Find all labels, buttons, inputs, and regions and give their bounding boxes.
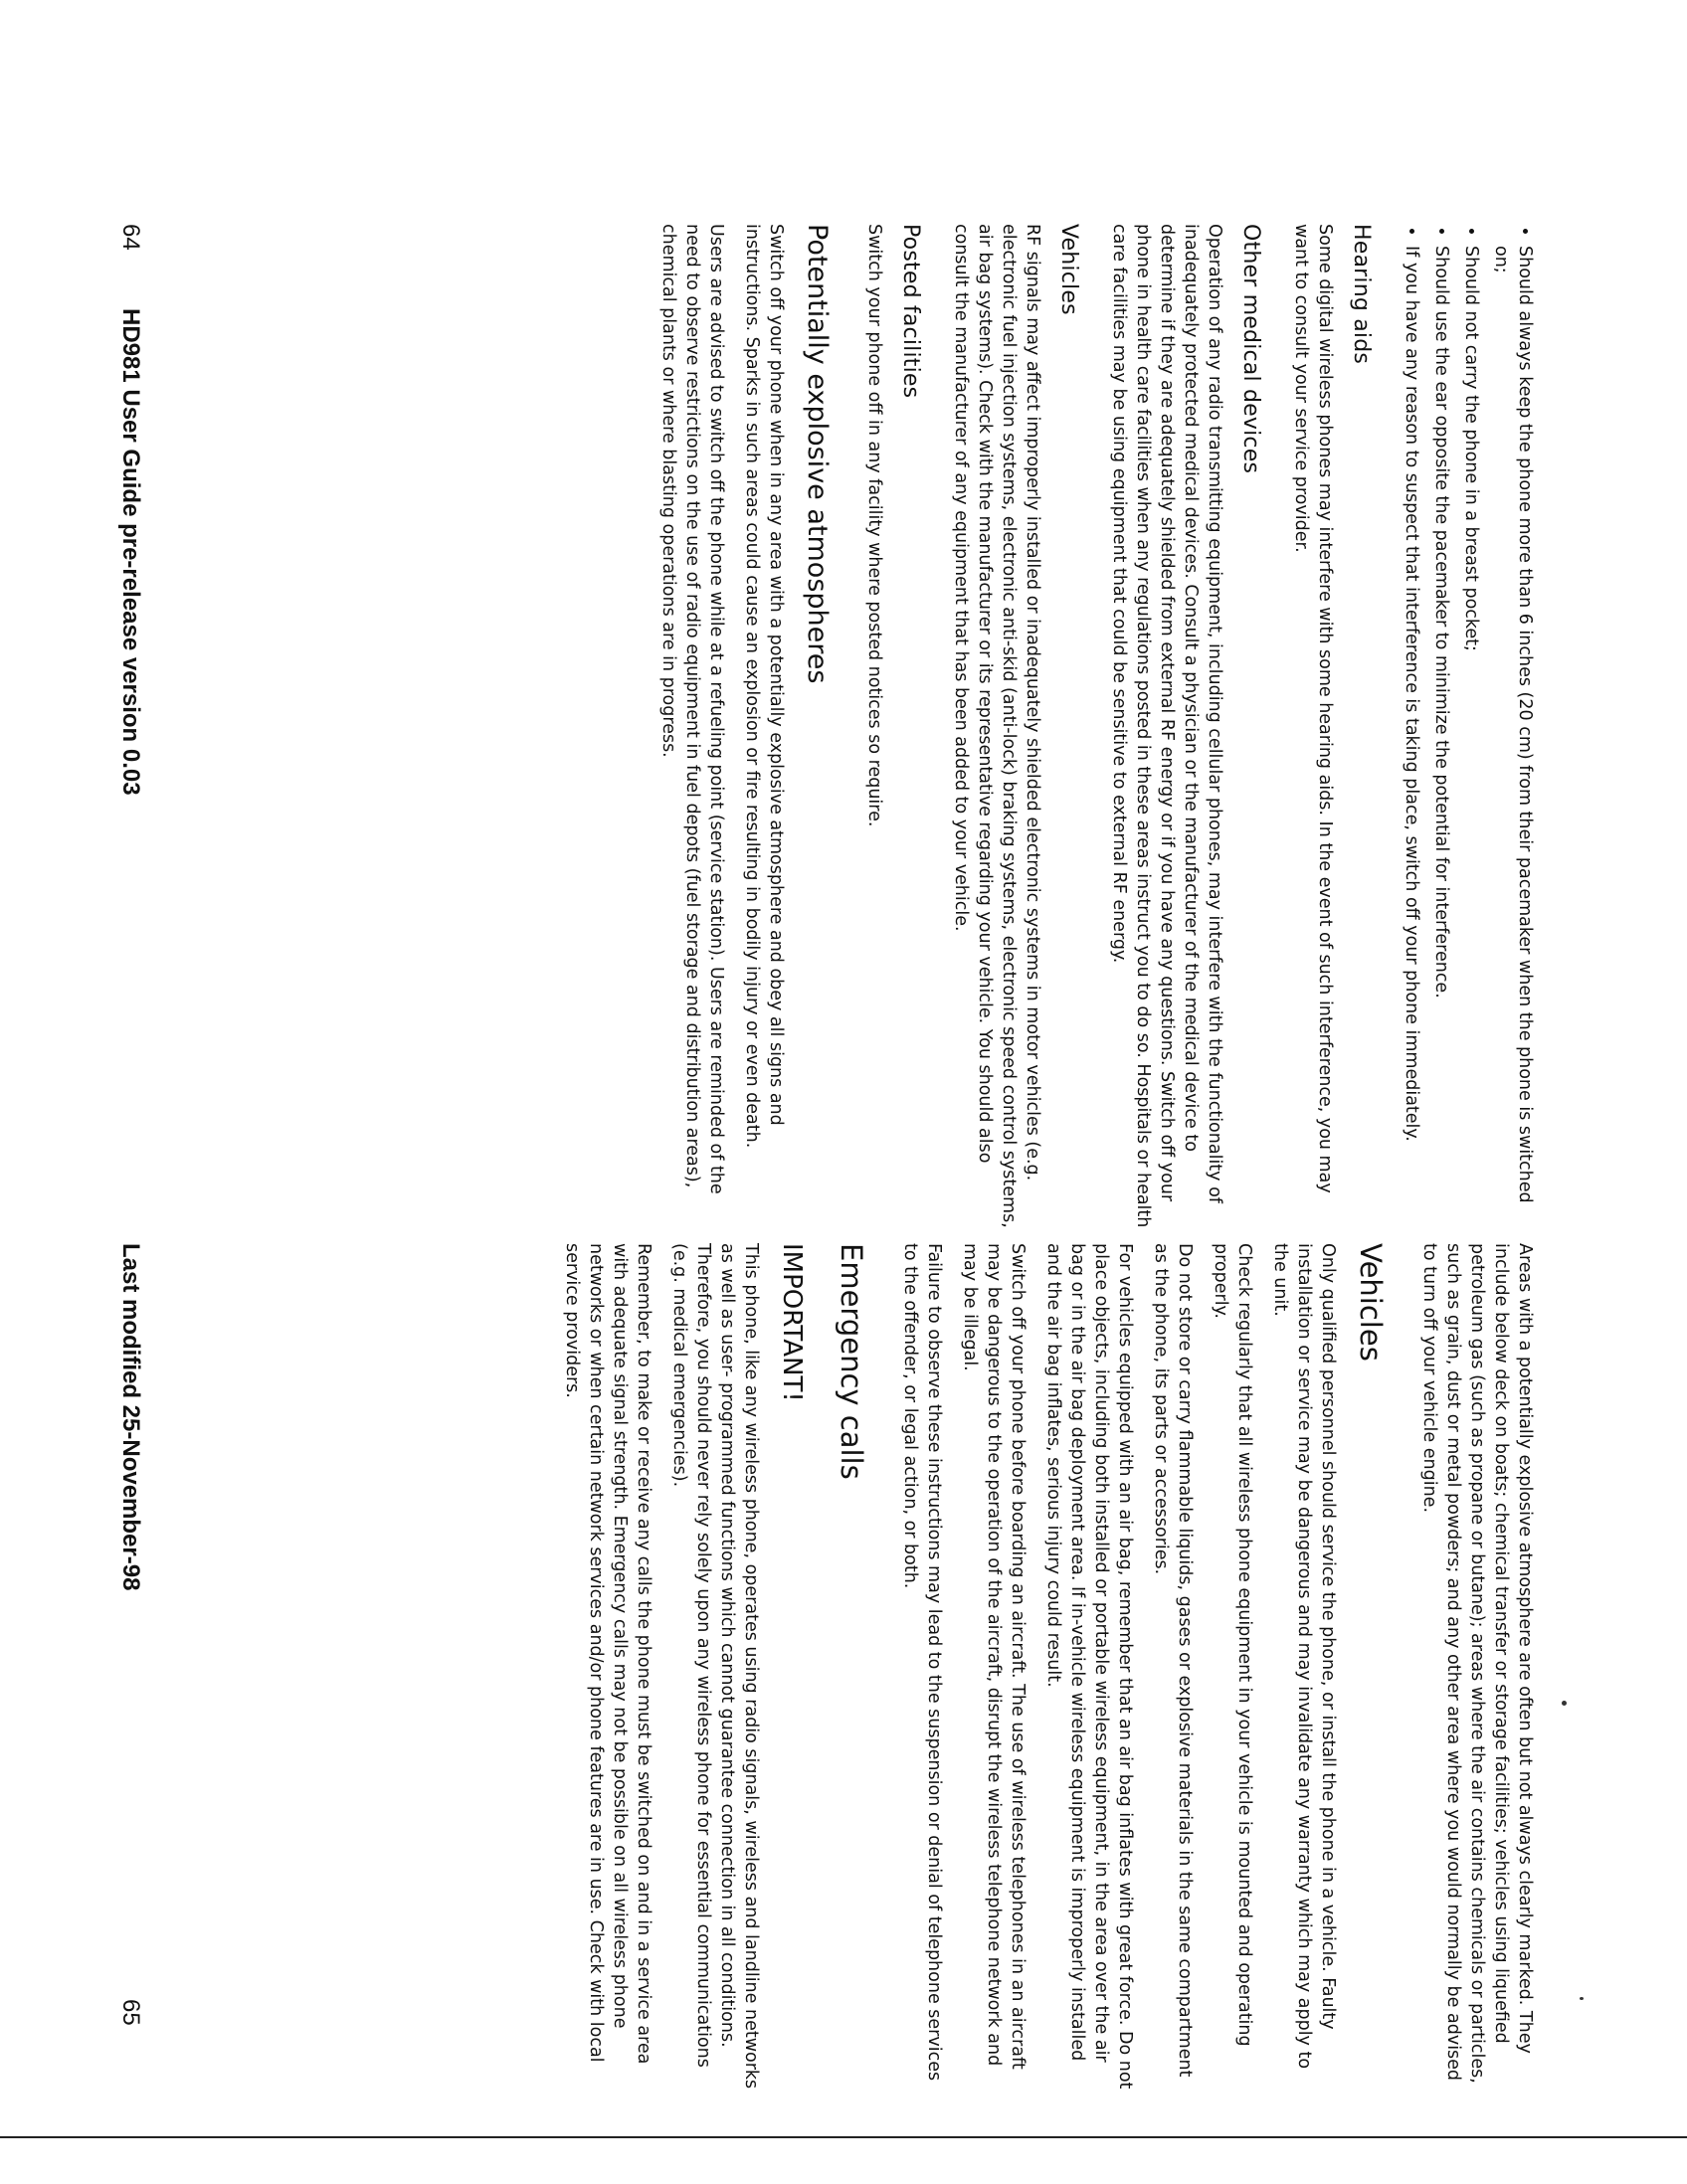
page-65-body [548,1243,1537,2098]
footer-modified-date: Last modified 25-November-98 [117,1243,144,1591]
important-heading: IMPORTANT! [777,1243,807,1402]
vehicles-paragraph-1: Only qualified personnel should service the phone, or install the phone in a vehicle. Faulty installation or service may be dangerous and may invalidate any warranty which may apply to the unit. [1270,1243,1338,2070]
bullet-item: • Should use the ear opposite the pacemaker to minimize the potential for interference. [1429,246,1453,1228]
page-64 [114,224,1537,1228]
other-medical-heading: Other medical devices [1238,224,1263,474]
emergency-calls-heading: Emergency calls [835,1243,868,1480]
vehicles-paragraph-6: Failure to observe these instructions may lead to the suspension or denial of telephone services to the offender, or legal action, or both. [900,1243,944,2082]
posted-facilities-paragraph: Switch your phone off in any facility where posted notices so require. [864,224,884,827]
explosive-paragraph-1: Switch off your phone when in any area with a potentially explosive atmosphere and obey all signs and instructions. Sparks in such areas could cause an explosion or fire resulting in bodily injury or even death. [742,224,786,1149]
explosive-atmospheres-heading: Potentially explosive atmospheres [802,224,833,684]
footer-guide-title: HD981 User Guide pre-release version 0.03 [117,308,144,796]
page-number-64: 64 [117,224,144,251]
page-65 [114,1243,1537,2098]
vehicles-heading-left: Vehicles [1056,224,1081,315]
vehicles-paragraph-2: Check regularly that all wireless phone equipment in your vehicle is mounted and operating properly. [1211,1243,1254,2047]
scan-speck [1580,1997,1584,2000]
scan-speck [1562,1701,1567,1706]
vehicles-heading-right: Vehicles [1354,1243,1388,1362]
explosive-paragraph-2: Users are advised to switch off the phone while at a refueling point (service station). Users are reminded of the need to observe restrictions on the use of radio equipment in fuel depots (fuel storage and distribution areas), chemical plants or where blasting operations are in progress. [658,224,726,1194]
posted-facilities-heading: Posted facilities [898,224,923,399]
pacemaker-bullet-list [1400,224,1537,1228]
hearing-aids-paragraph: Some digital wireless phones may interfere with some hearing aids. In the event of such interference, you may want to consult your service provider. [1291,224,1335,1193]
scan-edge-line [0,2136,1687,2138]
vehicles-rf-paragraph: RF signals may affect improperly installed or inadequately shielded electronic systems in motor vehicles (e.g. electronic fuel injection systems, electronic anti-skid (anti-lock) braking systems, electronic speed control systems, air bag systems). Check with the manufacturer or its representative regarding your vehicle. You should also consult the manufacturer of any equipment that has been added to your vehicle. [951,224,1042,1228]
important-paragraph-2: Remember, to make or receive any calls the phone must be switched on and in a service area with adequate signal strength. Emergency calls may not be possible on all wireless phone networks or when certain network services and/or phone features are in use. Check with local service providers. [562,1243,654,2065]
other-medical-paragraph: Operation of any radio transmitting equipment, including cellular phones, may interfere with the functionality of inadequately protected medical devices. Consult a physician or the manufacturer of the medical device to determine if they are adequately shielded from external RF energy or if you have any questions. Switch off your phone in health care facilities when any regulations posted in these areas instruct you to do so. Hospitals or health care facilities may be using equipment that could be sensitive to external RF energy. [1109,224,1224,1228]
page-64-body [645,224,1537,1228]
page-number-65: 65 [117,1999,144,2026]
important-paragraph-1: This phone, like any wireless phone, operates using radio signals, wireless and landline networks as well as user- programmed functions which cannot guarantee connection in all conditions. Therefore, you should never rely solely upon any wireless phone for essential communications (e.g. medical emergencies). [669,1243,761,2090]
bullet-item: • Should always keep the phone more than 6 inches (20 cm) from their pacemaker when the phone is switched on; [1489,246,1537,1228]
vehicles-paragraph-3: Do not store or carry flammable liquids, gases or explosive materials in the same compartment as the phone, its parts or accessories. [1151,1243,1195,2078]
bullet-item: • If you have any reason to suspect that interference is taking place, switch off your phone immediately. [1400,246,1423,1228]
areas-paragraph: Areas with a potentially explosive atmosphere are often but not always clearly marked. They include below deck on boats; chemical transfer or storage facilities; vehicles using liquefied petroleum gas (such as propane or butane); areas where the air contains chemicals or particles, such as grain, dust or metal powders; and any other area where you would normally be advised to turn off your vehicle engine. [1419,1243,1535,2084]
vehicles-paragraph-4: For vehicles equipped with an air bag, remember that an air bag inflates with great force. Do not place objects, including both installed or portable wireless equipment, in the area over the air bag or in the air bag deployment area. If in-vehicle wireless equipment is improperly installed and the air bag inflates, serious injury could result. [1043,1243,1135,2090]
bullet-item: • Should not carry the phone in a breast pocket; [1459,246,1483,1228]
hearing-aids-heading: Hearing aids [1349,224,1374,365]
vehicles-paragraph-5: Switch off your phone before boarding an aircraft. The use of wireless telephones in an aircraft may be dangerous to the operation of the aircraft, disrupt the wireless telephone network and may be illegal. [960,1243,1028,2070]
